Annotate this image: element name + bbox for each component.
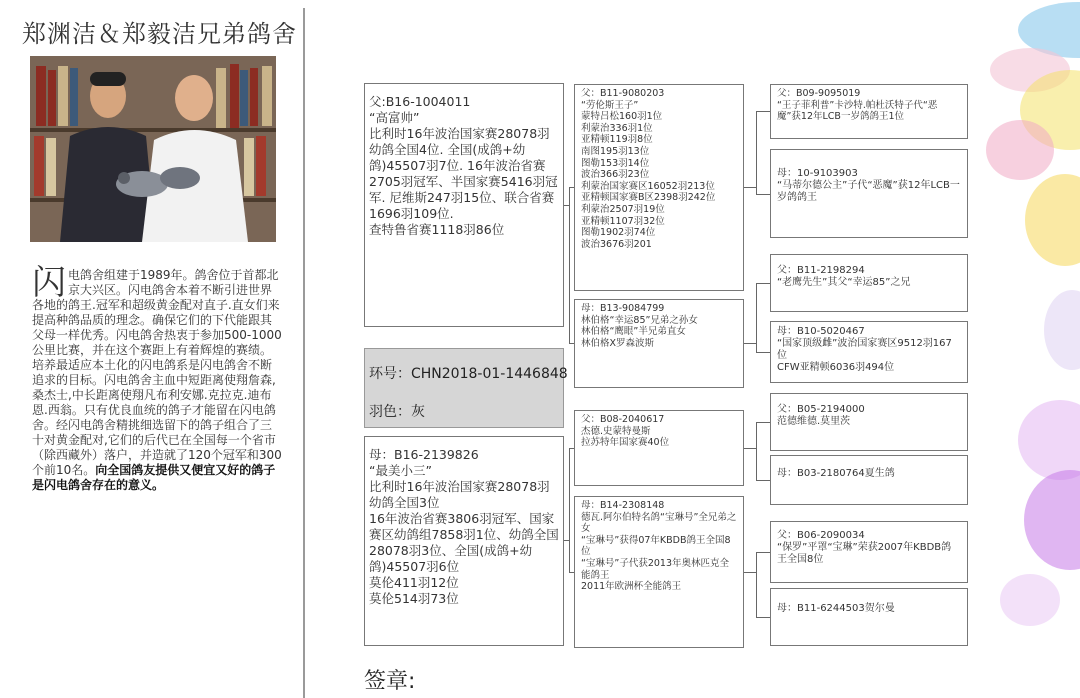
connector	[756, 552, 757, 617]
signature-label: 签章:	[364, 669, 416, 694]
vertical-divider	[303, 8, 305, 698]
connector	[569, 187, 574, 188]
connector	[756, 194, 770, 195]
intro-bold: 向全国鸽友提供又便宜又好的鸽子是闪电鸽舍存在的意义。	[32, 463, 276, 492]
dsd-box: 母：B03-2180764夏生鸽	[770, 455, 968, 505]
dds-box: 父：B06-2090034 “保罗”平罩“宝琳”荣获2007年KBDB鸽王全国8位	[770, 521, 968, 583]
sire-box: 父:B16-1004011 “高富帅” 比利时16年波治国家赛28078羽幼鸽全国4位. 全国(成鸽+幼鸽)45507羽7位. 16年波治省赛2705羽冠军、半国家赛5416羽冠军. 尼维斯247羽15位、联合省赛1696羽109位. 查特鲁省赛1118羽86位	[364, 83, 564, 327]
dss-box: 父：B05-2194000 范德维德.莫里茨	[770, 393, 968, 451]
drop-cap: 闪	[32, 263, 66, 303]
connector	[569, 343, 574, 344]
connector	[744, 343, 756, 344]
sire-sire-box: 父：B11-9080203 “劳伦斯王子” 蒙特吕松160羽1位 利蒙治336羽1位 亚精顿119羽8位 南图195羽13位 图勒153羽14位 波治366羽23位 利蒙治国家赛区16052羽213位 亚精顿国家赛B区2398羽242位 利蒙治2507羽19位 亚精顿1107羽32位 图勒1902羽74位 波治3676羽201	[574, 84, 744, 291]
connector	[744, 448, 756, 449]
ring-info-box	[364, 348, 568, 428]
connector	[569, 448, 574, 449]
connector	[744, 187, 756, 188]
connector	[744, 572, 756, 573]
connector	[569, 448, 570, 572]
intro-body: 电鸽舍组建于1989年。鸽舍位于首都北京大兴区。闪电鸽舍本着不断引进世界各地的鸽王.冠军和超级黄金配对直子.直女们来提高种鸽品质的理念。确保它们的下代能跟其父母一样优秀。闪电鸽舍热衷于参加500-1000公里比赛，并在这个赛距上有着辉煌的赛绩。培养最适应本土化的闪电鸽系是闪电鸽舍不断追求的目标。闪电鸽舍主血中短距离使翔詹森,桑杰士,中长距离使翔凡布利安娜.克拉克.迪布恩.西翁。只有优良血统的鸽子才能留在闪电鸽舍。经闪电鸽舍精挑细选留下的鸽子组合了三十对黄金配对,它们的后代已在全国每一个省市（除西藏外）落户，并造就了120个冠军和300个前10名。	[32, 268, 282, 477]
page-title: 郑渊洁＆郑毅洁兄弟鸽舍	[22, 20, 297, 48]
sdd-box: 母：B10-5020467 “国家顶级雌”波治国家赛区9512羽167位 CFW亚精顿6036羽494位	[770, 321, 968, 383]
connector	[756, 480, 770, 481]
dam-dam-box: 母：B14-2308148 德瓦.阿尔伯特名鸽“宝琳号”全兄弟之女 “宝琳号”获得07年KBDB鸽王全国8位 “宝琳号”子代获2013年奥林匹克全能鸽王 2011年欧洲杯全能鸽王	[574, 496, 744, 648]
ssd-box: 母：10-9103903 “马蒂尔德公主”子代“恶魔”获12年LCB一岁鸽鸽王	[770, 149, 968, 238]
dam-sire-box: 父：B08-2040617 杰德.史蒙特曼斯 拉苏特年国家赛40位	[574, 410, 744, 486]
connector	[756, 283, 757, 352]
connector	[756, 422, 770, 423]
sire-dam-box: 母：B13-9084799 林伯格“幸运85”兄弟之孙女 林伯格“鹰眼”半兄弟直女 林伯格X罗森波斯	[574, 299, 744, 388]
color-splash-decoration	[960, 0, 1080, 698]
owners-photo	[30, 56, 276, 242]
intro-paragraph	[32, 263, 282, 493]
dam-box: 母：B16-2139826 “最美小三” 比利时16年波治国家赛28078羽幼鸽全国3位 16年波治省赛3806羽冠军、国家赛区幼鸽组7858羽1位、幼鸽全国28078羽3位、全国(成鸽+幼鸽)45507羽6位 莫伦411羽12位 莫伦514羽73位	[364, 436, 564, 646]
ddd-box: 母：B11-6244503贺尔曼	[770, 588, 968, 646]
sss-box: 父：B09-9095019 “王子菲利普”卡沙特.帕杜沃特子代“恶魔”获12年LCB一岁鸽鸽王1位	[770, 84, 968, 139]
sds-box: 父：B11-2198294 “老鹰先生”其父“幸运85”之兄	[770, 254, 968, 312]
connector	[756, 111, 757, 194]
connector	[756, 111, 770, 112]
connector	[756, 283, 770, 284]
connector	[756, 352, 770, 353]
connector	[756, 422, 757, 480]
ring-number: 环号：CHN2018-01-1446848	[369, 366, 568, 382]
connector	[569, 187, 570, 343]
connector	[569, 572, 574, 573]
feather-color: 羽色：灰	[369, 404, 425, 420]
connector	[756, 552, 770, 553]
connector	[756, 617, 770, 618]
